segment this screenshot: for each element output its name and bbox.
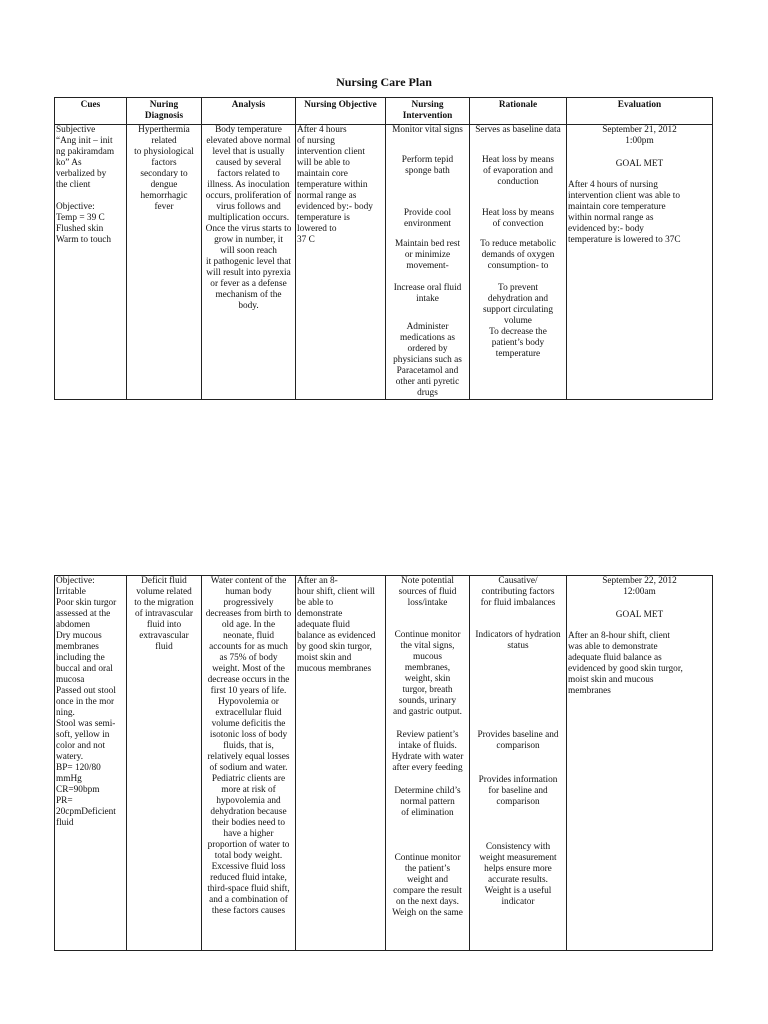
header-intervention: Nursing Intervention bbox=[386, 98, 470, 125]
rationale-item: Heat loss by means of evaporation and conduction bbox=[481, 155, 555, 187]
evaluation-text: After an 8-hour shift, client was able to demonstrate adequate fluid balance as evidenced by good skin turgor, moist skin and mucous membranes bbox=[568, 631, 683, 696]
evaluation-date: September 22, 2012 12:00am bbox=[602, 576, 677, 597]
rationale-cell bbox=[470, 576, 567, 951]
rationale-item: To reduce metabolic demands of oxygen consumption- to bbox=[480, 239, 556, 271]
objective-cell: After 4 hours of nursing intervention client will be able to maintain core temperature within normal range as evidenced by:- body temperature is lowered to 37 C bbox=[296, 125, 386, 400]
diagnosis-cell: Hyperthermia related to physiological factors secondary to dengue hemorrhagic fever bbox=[127, 125, 202, 400]
intervention-cell bbox=[386, 576, 470, 951]
header-diagnosis: Nuring Diagnosis bbox=[127, 98, 202, 125]
intervention-item: Increase oral fluid intake bbox=[393, 283, 462, 304]
header-rationale: Rationale bbox=[470, 98, 567, 125]
intervention-item: Continue monitor the patient’s weight and compare the result on the next days. Weigh on the same bbox=[392, 853, 463, 918]
evaluation-text: After 4 hours of nursing intervention client was able to maintain core temperature within normal range as evidenced by:- body temperature is lowered to 37C bbox=[568, 180, 681, 245]
cues-cell bbox=[55, 576, 127, 951]
cues-subjective-text: “Ang init – init ng pakiramdam ko” As verbalized by the client bbox=[56, 136, 115, 190]
table-row bbox=[55, 576, 713, 951]
diagnosis-cell bbox=[127, 576, 202, 951]
analysis-text: Water content of the human body progressively decreases from birth to old age. In the neonate, fluid accounts for as much as 75% of body weight. Most of the decrease occurs in the first 10 years of life. Hypovolemia or extracellular fluid volume deficitis the isotonic loss of body fluids, that is, relatively equal losses of sodium and water. Pediatric clients are more at risk of hypovolemia and dehydration because their bodies need to have a higher proportion of water to total body weight. Excessive fluid loss reduced fluid intake, third-space fluid shift, and a combination of these factors causes bbox=[205, 576, 292, 916]
rationale-item: Heat loss by means of convection bbox=[481, 208, 555, 229]
care-plan-table-fluid-deficit bbox=[54, 575, 713, 951]
rationale-item: Causative/ contributing factors for fluid imbalances bbox=[480, 576, 556, 608]
intervention-item: Note potential sources of fluid loss/intake bbox=[398, 576, 457, 608]
cues-objective-label: Objective: bbox=[56, 202, 95, 212]
rationale-item: Provides baseline and comparison bbox=[477, 730, 559, 751]
care-plan-table-hyperthermia bbox=[54, 97, 713, 400]
diagnosis-text: Deficit fluid volume related to the migration of intravascular fluid into extravascular fluid bbox=[134, 576, 194, 652]
header-cues: Cues bbox=[55, 98, 127, 125]
header-evaluation: Evaluation bbox=[567, 98, 713, 125]
evaluation-cell bbox=[567, 125, 713, 400]
header-row bbox=[55, 98, 713, 125]
intervention-item: Maintain bed rest or minimize movement- bbox=[394, 239, 461, 271]
intervention-item: Continue monitor the vital signs, mucous membranes, weight, skin turgor, breath sounds, urinary and gastric output. bbox=[393, 630, 462, 717]
intervention-item: Provide cool environment bbox=[403, 208, 452, 229]
evaluation-status: GOAL MET bbox=[615, 610, 664, 620]
page-title: Nursing Care Plan bbox=[336, 75, 432, 89]
objective-cell bbox=[296, 576, 386, 951]
evaluation-cell bbox=[567, 576, 713, 951]
rationale-item: Provides information for baseline and comparison bbox=[478, 775, 558, 807]
cues-objective-text: Temp = 39 C Flushed skin Warm to touch bbox=[56, 213, 112, 245]
rationale-item: Consistency with weight measurement helps ensure more accurate results. Weight is a useful indicator bbox=[479, 842, 557, 907]
analysis-cell: Body temperature elevated above normal level that is usually caused by several factors related to illness. As inoculation occurs, proliferation of virus follows and multiplication occurs. Once the virus starts to grow in number, it will soon reach it pathogenic level that will result into pyrexia or fever as a defense mechanism of the body. bbox=[202, 125, 296, 400]
evaluation-date: September 21, 2012 1:00pm bbox=[602, 125, 677, 146]
cues-cell bbox=[55, 125, 127, 400]
intervention-item: Perform tepid sponge bath bbox=[401, 155, 454, 176]
intervention-cell bbox=[386, 125, 470, 400]
header-analysis: Analysis bbox=[202, 98, 296, 125]
cues-text: Objective: Irritable Poor skin turgor assessed at the abdomen Dry mucous membranes including the buccal and oral mucosa Passed out stool once in the mor ning. Stool was semi- soft, yellow in color and not watery. BP= 120/80 mmHg CR=90bpm PR= 20cpmDeficient fluid bbox=[56, 576, 117, 828]
objective-text: After an 8- hour shift, client will be able to demonstrate adequate fluid balance as evidenced by good skin turgor, moist skin and mucous membranes bbox=[297, 576, 376, 674]
intervention-item: Monitor vital signs bbox=[392, 125, 463, 135]
intervention-item: Determine child’s normal pattern of elimination bbox=[394, 786, 461, 818]
cues-subjective-label: Subjective bbox=[56, 125, 96, 135]
header-objective: Nursing Objective bbox=[296, 98, 386, 125]
intervention-item: Review patient’s intake of fluids. Hydrate with water after every feeding bbox=[391, 730, 464, 773]
analysis-cell bbox=[202, 576, 296, 951]
evaluation-status: GOAL MET bbox=[615, 159, 664, 169]
rationale-cell bbox=[470, 125, 567, 400]
rationale-item: To prevent dehydration and support circulating volume To decrease the patient’s body temperature bbox=[483, 283, 553, 359]
rationale-item: Indicators of hydration status bbox=[475, 630, 561, 651]
rationale-item: Serves as baseline data bbox=[475, 125, 561, 135]
intervention-item: Administer medications as ordered by physicians such as Paracetamol and other anti pyretic drugs bbox=[393, 322, 462, 398]
table-row bbox=[55, 125, 713, 400]
